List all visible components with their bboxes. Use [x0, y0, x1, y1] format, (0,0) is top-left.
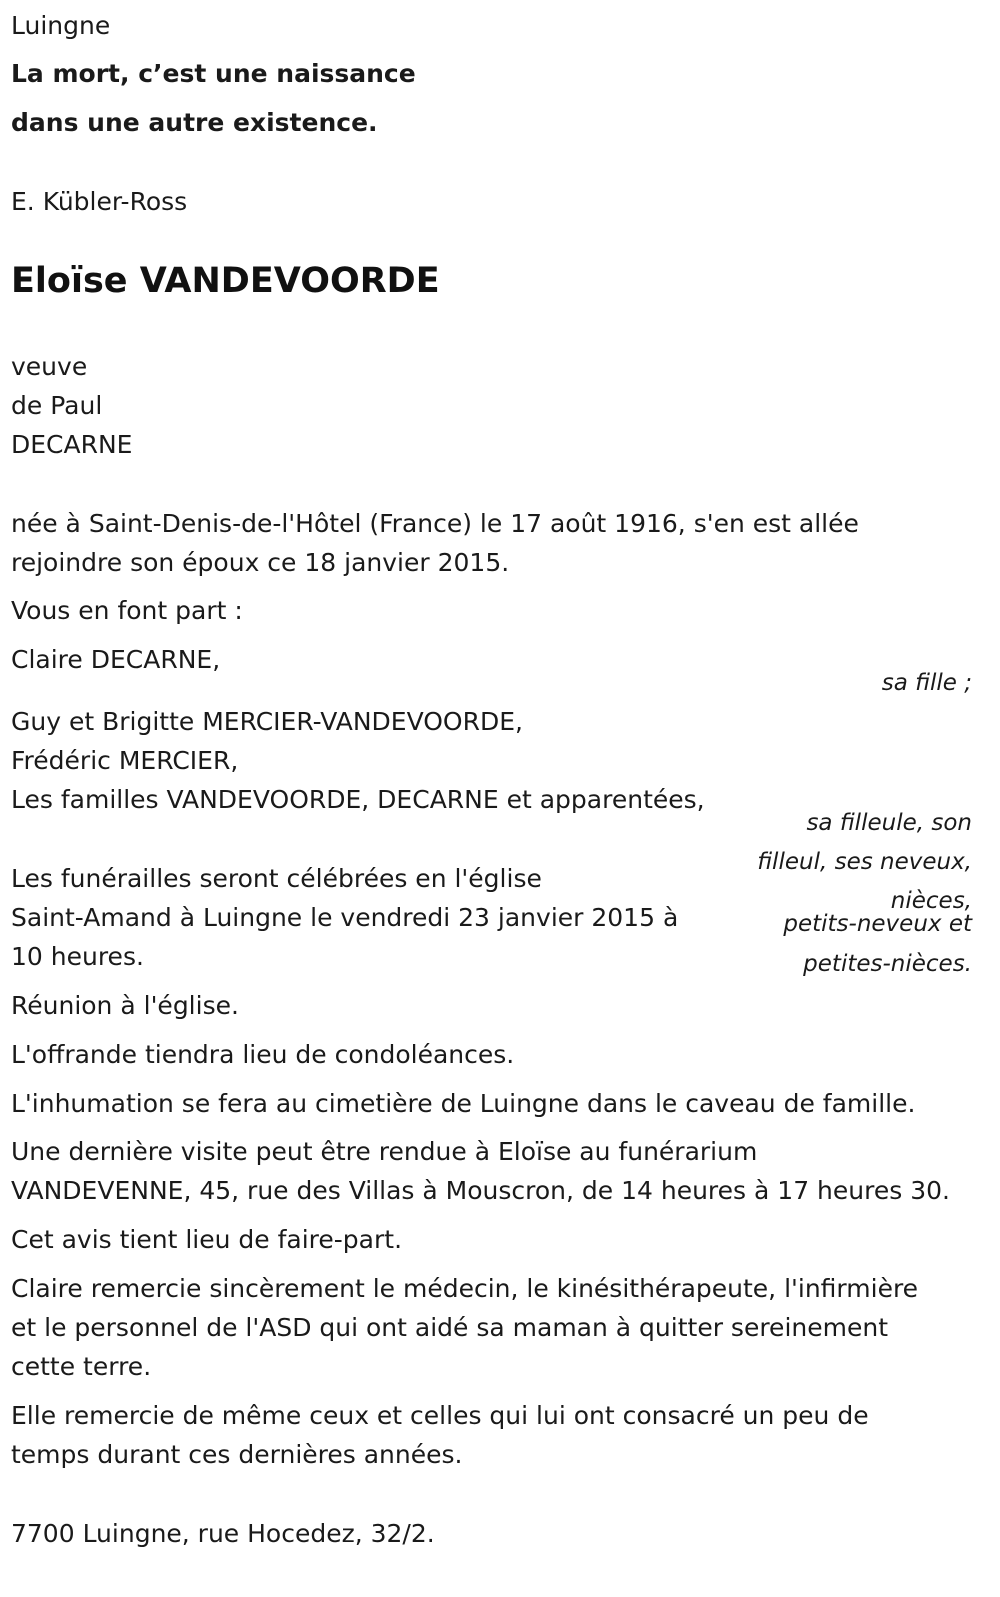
birth-line-2: rejoindre son époux ce 18 janvier 2015. — [11, 548, 510, 577]
quote-line-1: La mort, c’est une naissance — [11, 59, 416, 88]
status-line-3: DECARNE — [11, 430, 133, 459]
funeral-line-3: 10 heures. — [11, 942, 144, 971]
thanks-2-line-1: Elle remercie de même ceux et celles qui lui ont consacré un peu de — [11, 1401, 869, 1430]
visit-line-2: VANDEVENNE, 45, rue des Villas à Mouscron, de 14 heures à 17 heures 30. — [11, 1176, 950, 1205]
relatives-relation-3: nièces, — [890, 888, 972, 914]
offering-text: L'offrande tiendra lieu de condoléances. — [11, 1040, 515, 1069]
relatives-relation-5: petites-nièces. — [803, 951, 972, 977]
quote-author: E. Kübler-Ross — [11, 187, 188, 216]
thanks-1-line-1: Claire remercie sincèrement le médecin, le kinésithérapeute, l'infirmière — [11, 1274, 919, 1303]
daughter-relation: sa fille ; — [881, 670, 972, 696]
burial-text: L'inhumation se fera au cimetière de Luingne dans le caveau de famille. — [11, 1089, 916, 1118]
quote-line-2: dans une autre existence. — [11, 108, 378, 137]
status-line-2: de Paul — [11, 391, 103, 420]
birth-line-1: née à Saint-Denis-de-l'Hôtel (France) le 17 août 1916, s'en est allée — [11, 509, 859, 538]
thanks-2-line-2: temps durant ces dernières années. — [11, 1440, 463, 1469]
funeral-line-2: Saint-Amand à Luingne le vendredi 23 janvier 2015 à — [11, 903, 679, 932]
relatives-line-1: Guy et Brigitte MERCIER-VANDEVOORDE, — [11, 707, 523, 736]
relatives-relation-4: petits-neveux et — [783, 911, 972, 937]
status-line-1: veuve — [11, 352, 88, 381]
announce-text: Vous en font part : — [11, 596, 243, 625]
funeral-line-1: Les funérailles seront célébrées en l'église — [11, 864, 542, 893]
notice-text: Cet avis tient lieu de faire-part. — [11, 1225, 403, 1254]
daughter-name: Claire DECARNE, — [11, 645, 221, 674]
thanks-1-line-2: et le personnel de l'ASD qui ont aidé sa maman à quitter sereinement — [11, 1313, 888, 1342]
thanks-1-line-3: cette terre. — [11, 1352, 152, 1381]
relatives-line-2: Frédéric MERCIER, — [11, 746, 239, 775]
deceased-name: Eloïse VANDEVOORDE — [11, 261, 440, 301]
meeting-text: Réunion à l'église. — [11, 991, 239, 1020]
relatives-line-3: Les familles VANDEVOORDE, DECARNE et apparentées, — [11, 785, 705, 814]
relatives-relation-2: filleul, ses neveux, — [757, 849, 972, 875]
place-label: Luingne — [11, 11, 111, 40]
address-text: 7700 Luingne, rue Hocedez, 32/2. — [11, 1519, 435, 1548]
relatives-relation-1: sa filleule, son — [806, 810, 972, 836]
visit-line-1: Une dernière visite peut être rendue à Eloïse au funérarium — [11, 1137, 758, 1166]
